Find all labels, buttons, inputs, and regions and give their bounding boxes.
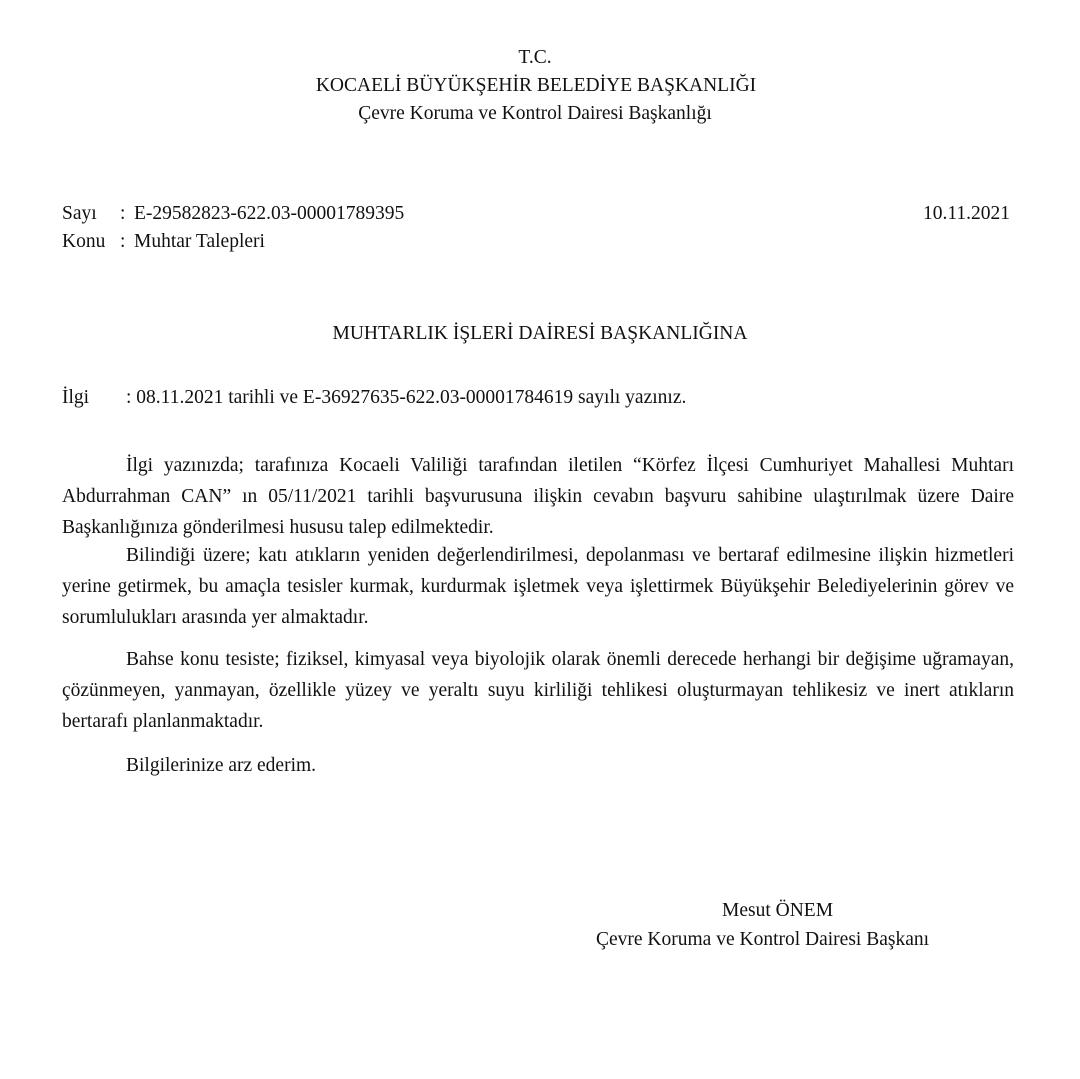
paragraph-2-text: Bilindiği üzere; katı atıkların yeniden değerlendirilmesi, depolanması ve bertaraf edilmesine ilişkin hizmetleri yerine getirmek, bu amaçla tesisler kurmak, kurdurmak işletmek veya işlettirmek Büyükşehir Belediyelerinin görev ve sorumlulukları arasında yer almaktadır.	[62, 545, 1014, 628]
body-paragraph-3	[62, 644, 1014, 737]
konu-separator: :	[120, 231, 126, 252]
sayi-separator: :	[120, 203, 126, 224]
sayi-value: E-29582823-622.03-00001789395	[134, 203, 405, 224]
signatory-name: Mesut ÖNEM	[722, 900, 834, 921]
konu-label: Konu	[62, 231, 106, 252]
closing-line: Bilgilerinize arz ederim.	[126, 755, 317, 776]
konu-row	[62, 228, 404, 256]
letterhead-tc: T.C.	[518, 47, 552, 68]
letterhead-organization: KOCAELİ BÜYÜKŞEHİR BELEDİYE BAŞKANLIĞI	[315, 75, 757, 96]
body-paragraph-2	[62, 540, 1014, 633]
sayi-row	[62, 200, 404, 228]
letterhead-department: Çevre Koruma ve Kontrol Dairesi Başkanlığı	[358, 103, 712, 124]
ilgi-label: İlgi	[62, 387, 90, 408]
paragraph-1-text: İlgi yazınızda; tarafınıza Kocaeli Valiliği tarafından iletilen “Körfez İlçesi Cumhuriyet Mahallesi Muhtarı Abdurrahman CAN” ın 05/11/2021 tarihli başvurusuna ilişkin cevabın başvuru sahibine ulaştırılmak üzere Daire Başkanlığınıza gönderilmesi hususu talep edilmektedir.	[62, 455, 1014, 538]
signature-block	[596, 896, 929, 954]
document-date: 10.11.2021	[922, 203, 1010, 224]
addressee: MUHTARLIK İŞLERİ DAİRESİ BAŞKANLIĞINA	[332, 323, 748, 344]
paragraph-3-text: Bahse konu tesiste; fiziksel, kimyasal veya biyolojik olarak önemli derecede herhangi bir değişime uğramayan, çözünmeyen, yanmayan, özellikle yüzey ve yeraltı suyu kirliliği tehlikesi oluşturmayan tehlikesiz ve inert atıkların bertarafı planlanmaktadır.	[62, 649, 1014, 732]
document-meta	[62, 200, 404, 256]
ilgi-line	[62, 384, 686, 412]
ilgi-value: : 08.11.2021 tarihli ve E-36927635-622.03-00001784619 sayılı yazınız.	[126, 387, 687, 408]
konu-value: Muhtar Talepleri	[134, 231, 265, 252]
body-paragraph-1	[62, 450, 1014, 543]
signatory-title: Çevre Koruma ve Kontrol Dairesi Başkanı	[596, 929, 930, 950]
letterhead	[0, 44, 1080, 128]
sayi-label: Sayı	[62, 203, 97, 224]
